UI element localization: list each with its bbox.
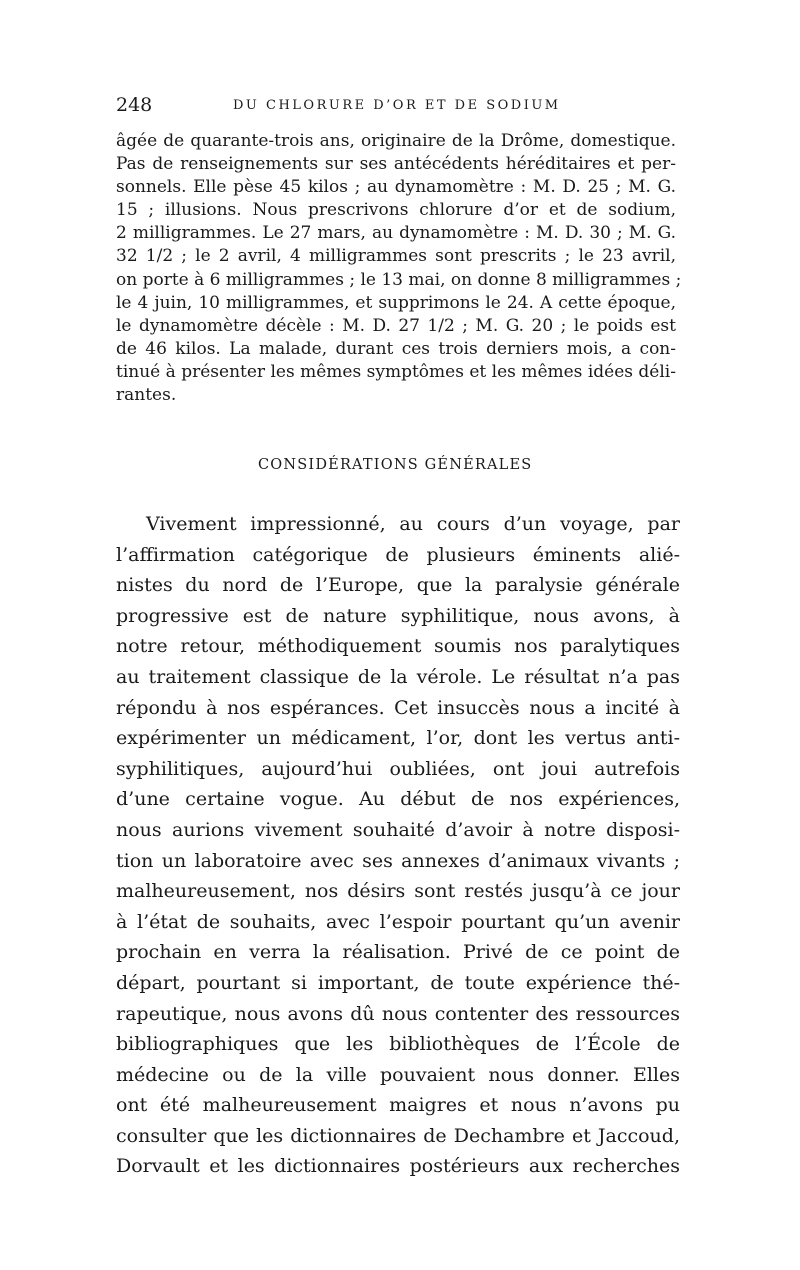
text-line: l’affirmation catégorique de plusieurs éminents alié- xyxy=(116,543,680,566)
text-line: répondu à nos espérances. Cet insuccès nous a incité à xyxy=(116,696,680,719)
text-line: Vivement impressionné, au cours d’un voyage, par xyxy=(146,513,680,535)
text-line: Dorvault et les dictionnaires postérieurs aux recherches xyxy=(116,1155,680,1178)
text-line: le dynamomètre décèle : M. D. 27 1/2 ; M. G. 20 ; le poids est xyxy=(116,315,676,336)
text-line: le 4 juin, 10 milligrammes, et supprimons le 24. A cette époque, xyxy=(116,292,676,313)
text-line: on porte à 6 milligrammes ; le 13 mai, on donne 8 milligrammes ; xyxy=(116,269,682,290)
text-line: 2 milligrammes. Le 27 mars, au dynamomètre : M. D. 30 ; M. G. xyxy=(116,223,676,244)
section-title: CONSIDÉRATIONS GÉNÉRALES xyxy=(258,457,533,473)
text-line: nistes du nord de l’Europe, que la paralysie générale xyxy=(116,574,680,597)
text-line: notre retour, méthodiquement soumis nos paralytiques xyxy=(116,635,680,658)
text-line: rantes. xyxy=(116,385,177,406)
text-line: syphilitiques, aujourd’hui oubliées, ont joui autrefois xyxy=(116,757,680,780)
text-line: 32 1/2 ; le 2 avril, 4 milligrammes sont prescrits ; le 23 avril, xyxy=(116,246,676,267)
text-line: expérimenter un médicament, l’or, dont les vertus anti- xyxy=(116,727,680,750)
text-line: au traitement classique de la vérole. Le résultat n’a pas xyxy=(116,665,680,688)
text-line: de 46 kilos. La malade, durant ces trois derniers mois, a con- xyxy=(116,338,676,359)
page-number: 248 xyxy=(116,94,153,116)
text-line: tion un laboratoire avec ses annexes d’animaux vivants ; xyxy=(116,849,680,872)
text-line: prochain en verra la réalisation. Privé de ce point de xyxy=(116,941,680,964)
text-line: 15 ; illusions. Nous prescrivons chlorure d’or et de sodium, xyxy=(116,200,676,221)
text-line: sonnels. Elle pèse 45 kilos ; au dynamomètre : M. D. 25 ; M. G. xyxy=(116,177,676,198)
text-line: nous aurions vivement souhaité d’avoir à notre disposi- xyxy=(116,818,680,841)
text-line: rapeutique, nous avons dû nous contenter des ressources xyxy=(116,1002,680,1025)
text-line: consulter que les dictionnaires de Dechambre et Jaccoud, xyxy=(116,1124,680,1147)
running-head: DU CHLORURE D’OR ET DE SODIUM xyxy=(233,98,561,113)
text-line: âgée de quarante-trois ans, originaire de la Drôme, domestique. xyxy=(116,131,676,151)
text-line: Pas de renseignements sur ses antécédents héréditaires et per- xyxy=(116,154,676,175)
text-line: à l’état de souhaits, avec l’espoir pourtant qu’un avenir xyxy=(116,910,680,933)
page-header xyxy=(116,92,682,118)
text-line: d’une certaine vogue. Au début de nos expériences, xyxy=(116,788,680,811)
text-line: ont été malheureusement maigres et nous n’avons pu xyxy=(116,1094,680,1117)
main-paragraph xyxy=(116,509,680,1182)
text-line: médecine ou de la ville pouvaient nous donner. Elles xyxy=(116,1063,680,1086)
case-paragraph xyxy=(116,130,682,407)
text-line: malheureusement, nos désirs sont restés jusqu’à ce jour xyxy=(116,880,680,903)
text-line: progressive est de nature syphilitique, nous avons, à xyxy=(116,604,680,627)
text-line: tinué à présenter les mêmes symptômes et les mêmes idées déli- xyxy=(116,361,676,382)
text-line: départ, pourtant si important, de toute expérience thé- xyxy=(116,971,680,994)
text-line: bibliographiques que les bibliothèques de l’École de xyxy=(116,1033,680,1056)
